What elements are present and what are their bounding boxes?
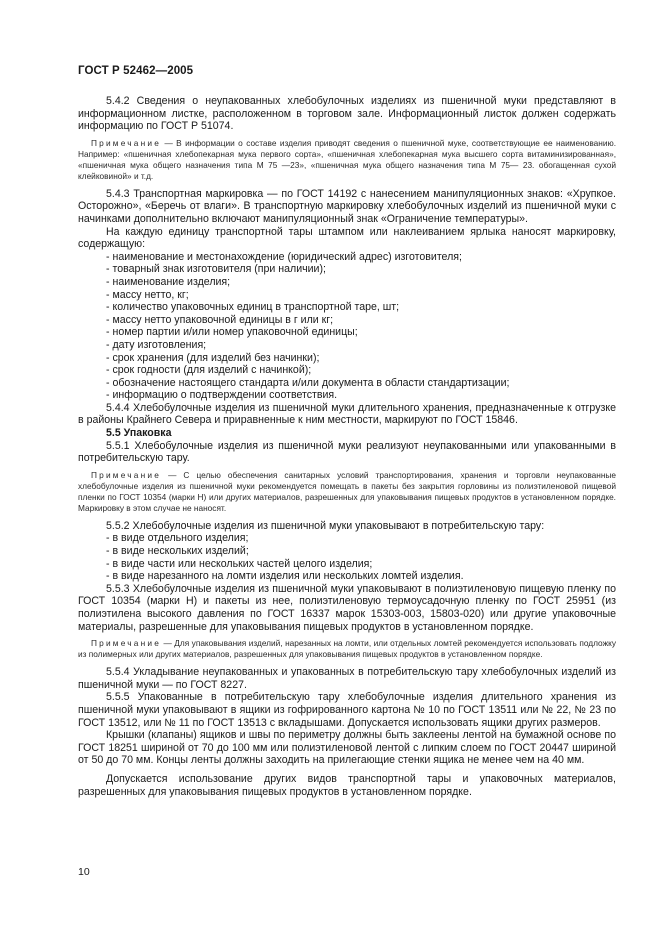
note-1: [78, 138, 616, 182]
page-number: 10: [78, 866, 90, 878]
note-1-text: — В информации о составе изделия приводят сведения о пшеничной муке, соответствующие ее наименованию. Например: «пшеничная хлебопекарная мука первого сорта», «пшеничная хлебопекарная мука высшего сорта витаминизированная», «пшеничная мука общего назначения типа М 75 —23», «пшеничная мука общего назначения типа М 75— 23. обогащенная сухой клейковиной» и т.д.: [78, 137, 616, 181]
list-item: - срок годности (для изделий с начинкой);: [106, 364, 312, 377]
note-3-text: — Для упаковывания изделий, нарезанных на ломти, или отдельных ломтей рекомендуется использовать подложку из полимерных или других материалов, разрешенных для упаковывания пищевых продуктов в установленном порядке.: [78, 638, 616, 660]
list-item: - в виде нескольких изделий;: [106, 545, 249, 558]
document-header: ГОСТ Р 52462—2005: [78, 65, 194, 77]
document-body: [78, 95, 616, 798]
note-label: Примечание: [91, 137, 162, 148]
note-label: Примечание: [91, 638, 162, 649]
paragraph-5-5-1: 5.5.1 Хлебобулочные изделия из пшеничной муки реализуют неупакованными или упакованными в потребительскую тару.: [78, 439, 616, 465]
paragraph-5-4-3-marking: На каждую единицу транспортной тары штампом или наклеиванием ярлыка наносят маркировку, содержащую:: [78, 225, 616, 251]
paragraph-5-5-3: 5.5.3 Хлебобулочные изделия из пшеничной муки упаковывают в полиэтиленовую пищевую пленку по ГОСТ 10354 (марки Н) и пакеты из нее, полиэтиленовую термоусадочную пленку по ГОСТ 25951 (из полиэтилена высокого давления по ГОСТ 16337 марок 15303-003, 15803-020) или другие упаковочные материалы, разрешенные для упаковывания пищевых продуктов в установленном порядке.: [78, 582, 616, 633]
list-item: - информацию о подтверждении соответствия.: [106, 389, 338, 402]
list-item: - в виде части или нескольких частей целого изделия;: [106, 557, 373, 570]
note-label: Примечание: [91, 469, 162, 480]
list-item: - в виде отдельного изделия;: [106, 532, 249, 545]
paragraph-5-4-2: 5.4.2 Сведения о неупакованных хлебобулочных изделиях из пшеничной муки представляют в информационном листке, расположенном в торговом зале. Информационный листок должен содержать информацию по ГОСТ Р 51074.: [78, 95, 616, 133]
list-item: - массу нетто, кг;: [106, 288, 189, 301]
note-2-text: — С целью обеспечения санитарных условий транспортирования, хранения и торговли неупакованные хлебобулочные изделия из пшеничной муки рекомендуется помещать в пакеты без закрытия горловины из полиэтиленовой пищевой пленки по ГОСТ 10354 (марки Н) или других материалов, разрешенных для упаковывания пищевых продуктов в установленном порядке. Маркировку в этом случае не наносят.: [78, 469, 616, 513]
list-item: - массу нетто упаковочной единицы в г или кг;: [106, 313, 334, 326]
list-item: - наименование и местонахождение (юридический адрес) изготовителя;: [106, 250, 462, 263]
paragraph-5-5-4: 5.5.4 Укладывание неупакованных и упакованных в потребительскую тару хлебобулочных изделий из пшеничной муки — по ГОСТ 8227.: [78, 666, 616, 691]
list-item: - количество упаковочных единиц в транспортной таре, шт;: [106, 301, 400, 314]
paragraph-5-4-4: 5.4.4 Хлебобулочные изделия из пшеничной муки длительного хранения, предназначенные к отгрузке в районы Крайнего Севера и приравненные к ним местности, маркируют по ГОСТ 15846.: [78, 401, 616, 427]
list-item: - наименование изделия;: [106, 275, 231, 288]
note-3: [78, 638, 616, 660]
paragraph-5-4-3: 5.4.3 Транспортная маркировка — по ГОСТ 14192 с нанесением манипуляционных знаков: «Хрупкое. Осторожно», «Беречь от влаги». В транспортную маркировку хлебобулочных изделий из пшеничной муки с начинками дополнительно включают манипуляционный знак «Ограничение температуры».: [78, 187, 616, 225]
list-item: - дату изготовления;: [106, 338, 207, 351]
list-item: - номер партии и/или номер упаковочной единицы;: [106, 326, 358, 339]
paragraph-5-5-5-tape: Крышки (клапаны) ящиков и швы по периметру должны быть заклеены лентой на бумажной основе по ГОСТ 18251 шириной от 70 до 100 мм или полиэтиленовой лентой с липким слоем по ГОСТ 20447 шириной от 50 до 70 мм. Концы ленты должны заходить на прилегающие стенки ящика не менее чем на 40 мм.: [78, 729, 616, 767]
paragraph-5-5-5-other: Допускается использование других видов транспортной тары и упаковочных материалов, разрешенных для упаковывания пищевых продуктов в установленном порядке.: [78, 772, 616, 798]
list-item: - срок хранения (для изделий без начинки);: [106, 351, 320, 364]
paragraph-5-5-5: 5.5.5 Упакованные в потребительскую тару хлебобулочные изделия длительного хранения из пшеничной муки упаковывают в ящики из гофрированного картона № 10 по ГОСТ 13511 или № 22, № 23 по ГОСТ 13512, или № 11 по ГОСТ 13513 с вкладышами. Допускается использовать ящики других размеров.: [78, 691, 616, 729]
list-item: - обозначение настоящего стандарта и/или документа в области стандартизации;: [106, 376, 510, 389]
list-item: - товарный знак изготовителя (при наличии);: [106, 263, 326, 276]
list-item: - в виде нарезанного на ломти изделия или нескольких ломтей изделия.: [106, 570, 464, 583]
section-heading-5-5: 5.5 Упаковка: [106, 427, 172, 440]
note-2: [78, 470, 616, 514]
paragraph-5-5-2: 5.5.2 Хлебобулочные изделия из пшеничной муки упаковывают в потребительскую тару:: [106, 519, 545, 532]
